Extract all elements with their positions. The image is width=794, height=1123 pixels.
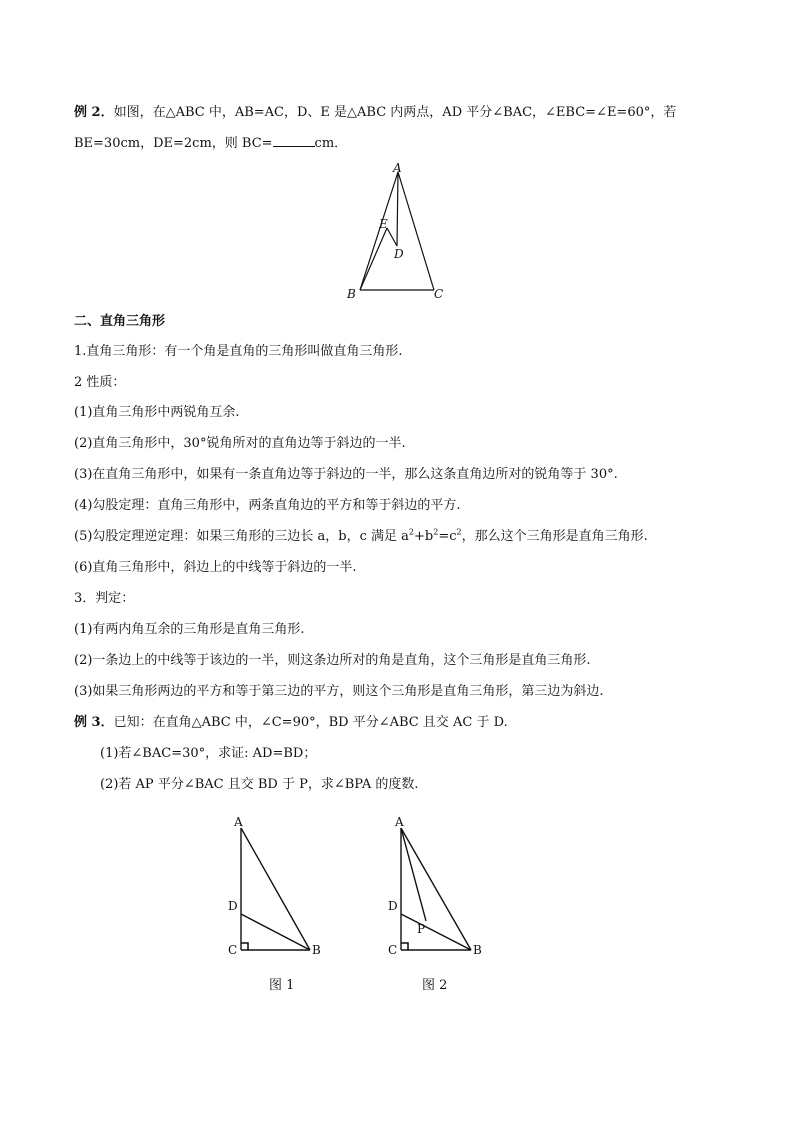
properties-title: 2 性质： [74, 375, 126, 390]
property-5 [74, 528, 648, 546]
example2-line2 [74, 134, 347, 153]
segment-ap [401, 828, 426, 921]
right-angle-mark [241, 943, 248, 950]
definition: 1.直角三角形：有一个角是直角的三角形叫做直角三角形. [74, 344, 403, 359]
label-d: D [394, 247, 404, 261]
figure-2-caption: 图 2 [422, 978, 448, 993]
example2-text: 如图，在△ABC 中，AB=AC，D、E 是△ABC 内两点，AD 平分∠BAC，∠EBC=∠E=60°，若 [113, 105, 677, 120]
property-4: (4)勾股定理：直角三角形中，两条直角边的平方和等于斜边的平方. [74, 498, 461, 513]
label-c: C [228, 943, 238, 957]
right-angle-mark [401, 943, 408, 950]
property-1: (1)直角三角形中两锐角互余. [74, 405, 240, 420]
label-a: A [393, 161, 402, 175]
example3-line [74, 714, 508, 732]
judgement-title: 3．判定： [74, 591, 135, 606]
label-b: B [347, 287, 356, 301]
figure-2 [384, 810, 494, 960]
property-6: (6)直角三角形中，斜边上的中线等于斜边的一半. [74, 560, 357, 575]
exp-a: 2 [408, 527, 415, 537]
label-c: C [434, 287, 444, 301]
exp-c: 2 [456, 527, 462, 537]
figure-isosceles-triangle [340, 158, 450, 308]
judgement-3: (3)如果三角形两边的平方和等于第三边的平方，则这个三角形是直角三角形，第三边为斜边. [74, 684, 604, 699]
example3-label: 例 3． [74, 715, 114, 730]
label-e: E [379, 217, 388, 231]
side-ab [360, 172, 398, 290]
property-3: (3)在直角三角形中，如果有一条直角边等于斜边的一半，那么这条直角边所对的锐角等于 30°. [74, 467, 618, 482]
label-a: A [395, 815, 404, 829]
label-d: D [388, 899, 398, 913]
property-5-text: (5)勾股定理逆定理：如果三角形的三边长 a，b，c 满足 a [74, 529, 409, 544]
section-title: 二、直角三角形 [74, 314, 166, 329]
example3-text: 已知：在直角△ABC 中，∠C=90°，BD 平分∠ABC 且交 AC 于 D. [113, 715, 508, 730]
example2-unit: cm． [314, 136, 348, 151]
property-5-c: =c [438, 529, 457, 544]
answer-blank [273, 134, 315, 147]
label-p: P [417, 922, 426, 936]
segment-ad [397, 172, 398, 246]
side-ac [398, 172, 434, 290]
label-b: B [473, 943, 482, 957]
exp-b: 2 [433, 527, 439, 537]
segment-be [360, 228, 387, 290]
example2-line2-text: BE=30cm，DE=2cm，则 BC= [74, 136, 273, 151]
figure-1-caption: 图 1 [269, 978, 295, 993]
label-a: A [234, 815, 243, 829]
property-2: (2)直角三角形中，30°锐角所对的直角边等于斜边的一半. [74, 436, 406, 451]
example3-question-1: (1)若∠BAC=30°，求证: AD=BD； [100, 746, 317, 761]
example2-label: 例 2． [74, 105, 114, 120]
judgement-2: (2)一条边上的中线等于该边的一半，则这条边所对的角是直角，这个三角形是直角三角形. [74, 653, 591, 668]
segment-ed [387, 228, 397, 246]
judgement-1: (1)有两内角互余的三角形是直角三角形. [74, 622, 305, 637]
label-c: C [388, 943, 398, 957]
figure-1 [222, 810, 332, 960]
label-b: B [312, 943, 321, 957]
property-5-b: +b [414, 529, 434, 544]
example2-line1 [74, 104, 676, 122]
label-d: D [228, 899, 238, 913]
property-5-end: ，那么这个三角形是直角三角形. [461, 529, 648, 544]
example3-question-2: (2)若 AP 平分∠BAC 且交 BD 于 P，求∠BPA 的度数. [100, 777, 419, 792]
